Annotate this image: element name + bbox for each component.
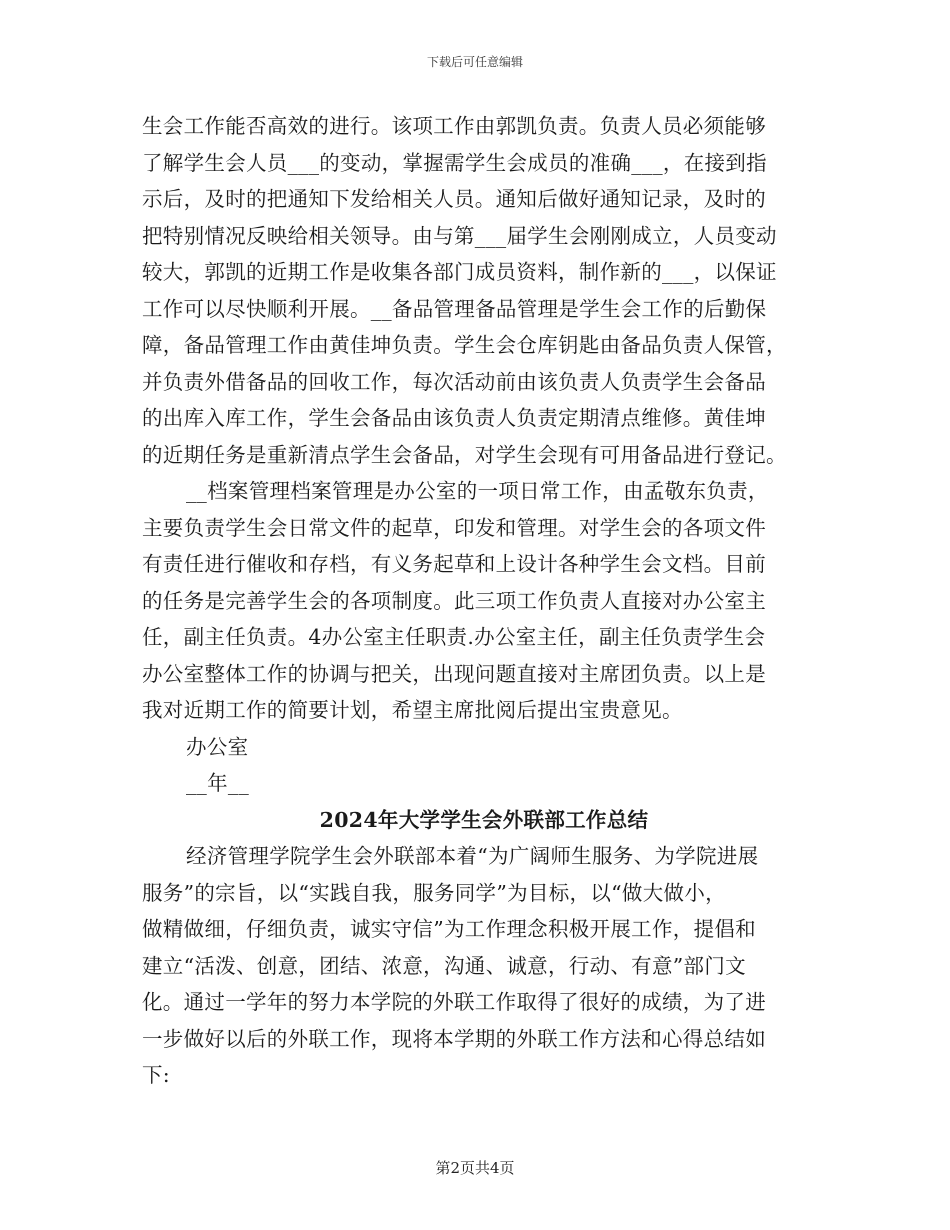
text-line: 建立“活泼、创意，团结、浓意，沟通、诚意，行动、有意”部门文 [142, 953, 746, 978]
text-line: 的近期任务是重新清点学生会备品，对学生会现有可用备品进行登记。 [142, 442, 787, 467]
text-line: 有责任进行催收和存档，有义务起草和上设计各种学生会文档。目前 [142, 552, 766, 576]
text-line: 障，备品管理工作由黄佳坤负责。学生会仓库钥匙由备品负责人保管， [142, 333, 787, 357]
text-line: 主要负责学生会日常文件的起草，印发和管理。对学生会的各项文件 [142, 515, 766, 540]
text-line: 经济管理学院学生会外联部本着“为广阔师生服务、为学院进展 [186, 844, 759, 868]
text-line: 的出库入库工作，学生会备品由该负责人负责定期清点维修。黄佳坤 [142, 406, 766, 430]
page-number: 第2页共4页 [435, 1159, 515, 1177]
section-title: 2024年大学学生会外联部工作总结 [319, 807, 649, 832]
text-line: 服务”的宗旨，以“实践自我，服务同学”为目标，以“做大做小， [142, 880, 726, 905]
text-line: 一步做好以后的外联工作，现将本学期的外联工作方法和心得总结如 [142, 1026, 766, 1051]
text-line: 较大，郭凯的近期工作是收集各部门成员资料，制作新的___，以保证 [142, 260, 777, 284]
text-line: 并负责外借备品的回收工作，每次活动前由该负责人负责学生会备品 [142, 369, 766, 394]
document-body [142, 108, 808, 1094]
text-line: 办公室整体工作的协调与把关，出现问题直接对主席团负责。以上是 [142, 661, 766, 686]
text-line: __档案管理档案管理是办公室的一项日常工作，由孟敬东负责， [186, 479, 769, 503]
text-line: 生会工作能否高效的进行。该项工作由郭凯负责。负责人员必须能够 [142, 114, 766, 138]
text-line: 的任务是完善学生会的各项制度。此三项工作负责人直接对办公室主 [142, 588, 766, 613]
text-line: 了解学生会人员___的变动，掌握需学生会成员的准确___，在接到指 [142, 150, 767, 175]
signature-date: __年__ [186, 771, 249, 795]
text-line: 工作可以尽快顺利开展。__备品管理备品管理是学生会工作的后勤保 [142, 296, 767, 321]
text-line: 任，副主任负责。4办公室主任职责.办公室主任，副主任负责学生会 [142, 625, 766, 649]
signature-office: 办公室 [186, 734, 249, 759]
text-line: 我对近期工作的简要计划，希望主席批阅后提出宝贵意见。 [142, 698, 683, 722]
text-line: 把特别情况反映给相关领导。由与第___届学生会刚刚成立，人员变动 [142, 223, 777, 248]
text-line: 化。通过一学年的努力本学院的外联工作取得了很好的成绩，为了进 [142, 990, 766, 1014]
page-header-note: 下载后可任意编辑 [426, 55, 523, 69]
text-line: 示后，及时的把通知下发给相关人员。通知后做好通知记录，及时的 [142, 187, 766, 211]
text-line: 做精做细，仔细负责，诚实守信”为工作理念积极开展工作，提倡和 [142, 917, 756, 941]
text-line: 下: [142, 1063, 171, 1087]
